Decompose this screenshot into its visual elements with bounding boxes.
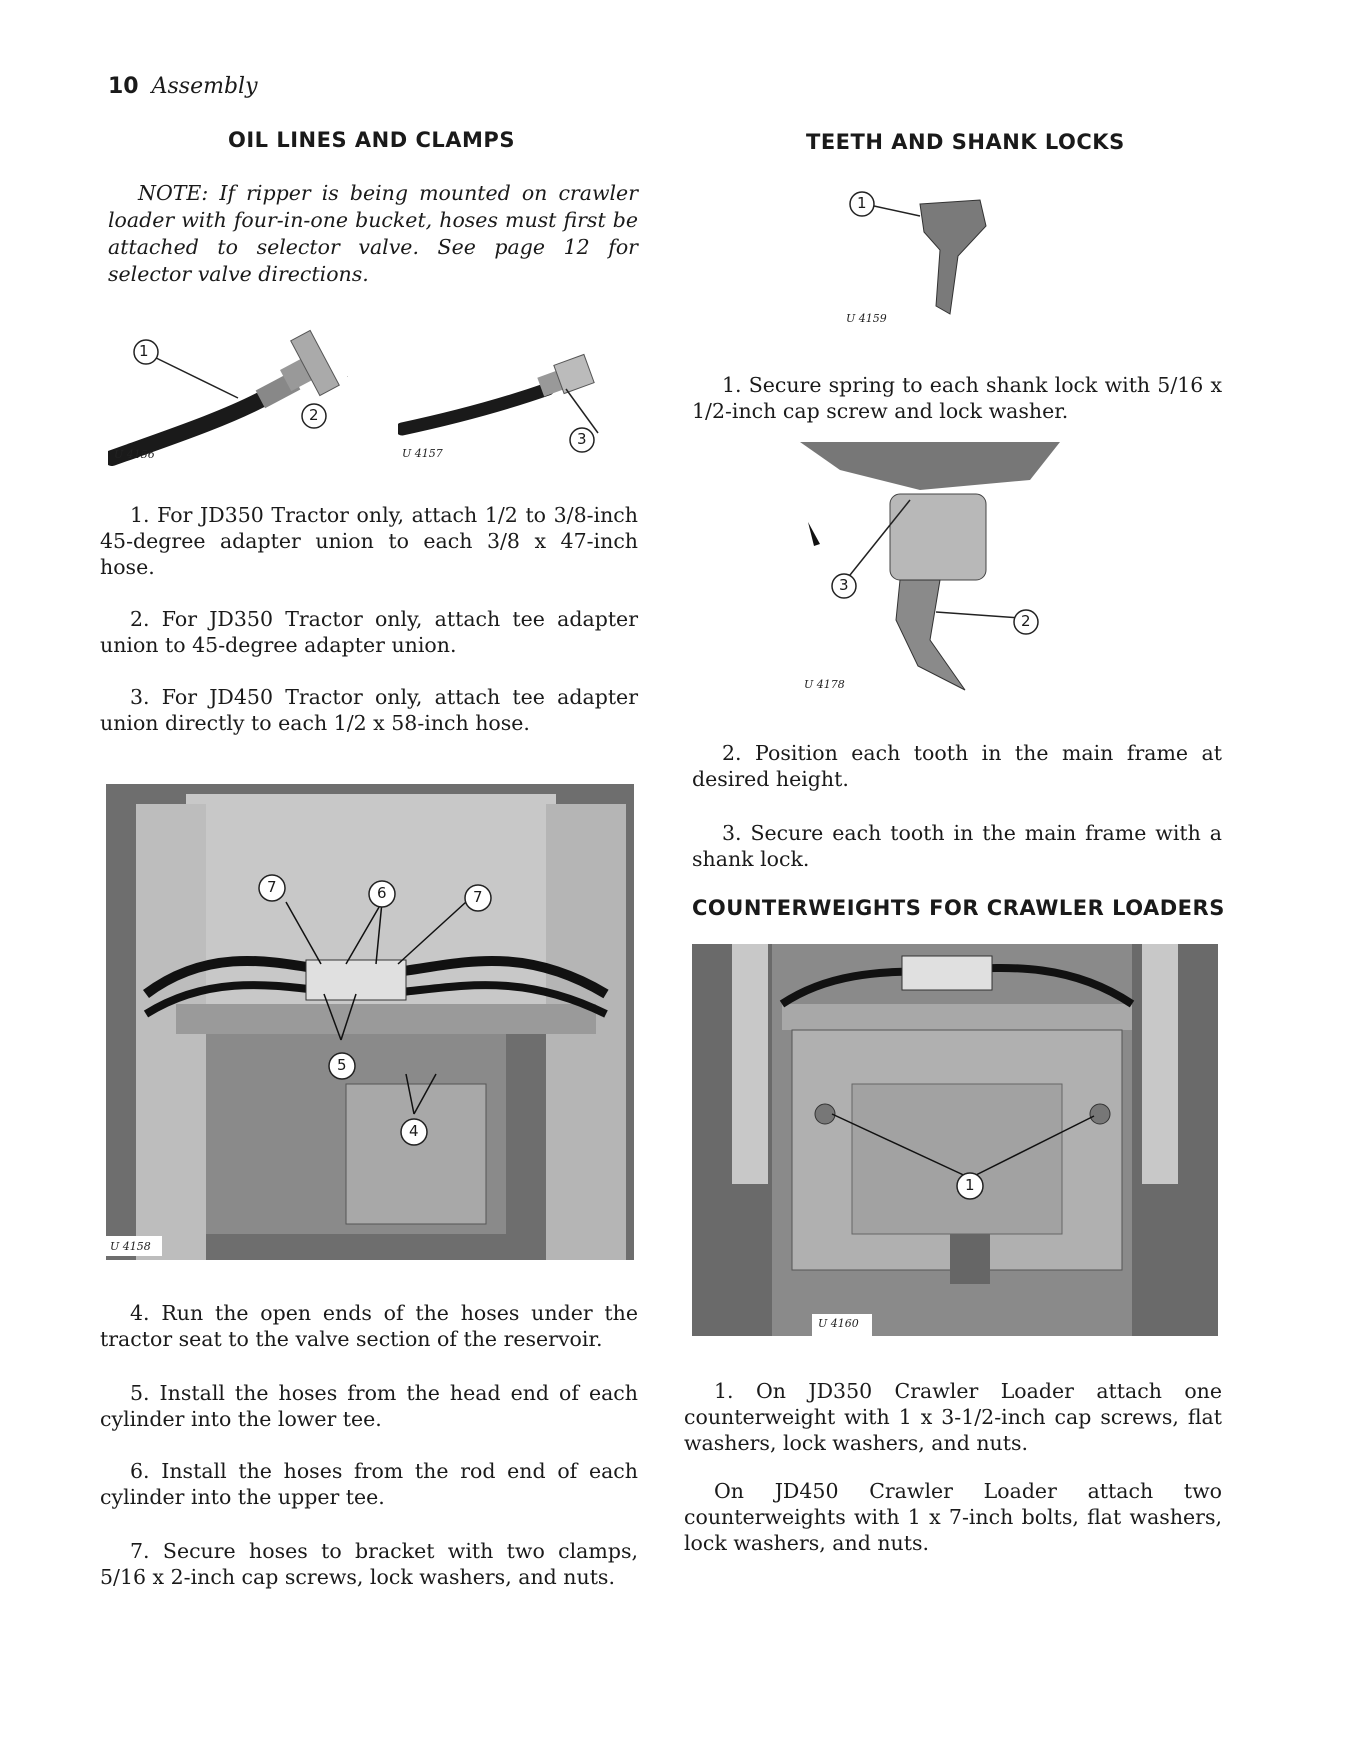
heading-counterweights: COUNTERWEIGHTS FOR CRAWLER LOADERS xyxy=(692,896,1225,920)
figure-code: U 4157 xyxy=(402,447,443,460)
figure-code: U 4178 xyxy=(804,678,845,691)
figure-code: U 4159 xyxy=(846,312,887,325)
step-4: 4. Run the open ends of the hoses under the tractor seat to the valve section of the reservoir. xyxy=(100,1301,638,1351)
page-header xyxy=(108,74,258,99)
callout-5: 5 xyxy=(337,1056,347,1074)
note-text: NOTE: If ripper is being mounted on crawler loader with four-in-one bucket, hoses must first be attached to selector valve. See page 12 for selector valve directions. xyxy=(108,181,638,286)
note-paragraph xyxy=(108,180,638,288)
step-7: 7. Secure hoses to bracket with two clamps, 5/16 x 2-inch cap screws, lock washers, and nuts. xyxy=(100,1539,638,1589)
callout-2-marker xyxy=(300,402,336,438)
figure-hose-adapter-tee xyxy=(108,318,348,466)
heading-oil-lines: OIL LINES AND CLAMPS xyxy=(228,128,515,152)
figure-counterweights-photo xyxy=(692,944,1218,1336)
callout-3: 3 xyxy=(577,430,587,448)
figure-code: U 4160 xyxy=(818,1317,859,1330)
callout-6: 6 xyxy=(377,884,387,902)
figure-hose-clamps-photo xyxy=(106,784,634,1260)
callout-4: 4 xyxy=(409,1122,419,1140)
callout-7-left: 7 xyxy=(267,878,277,896)
callout-2: 2 xyxy=(1021,612,1031,630)
step-6: 6. Install the hoses from the rod end of each cylinder into the upper tee. xyxy=(100,1459,638,1509)
step-2: 2. For JD350 Tractor only, attach tee adapter union to 45-degree adapter union. xyxy=(100,607,638,657)
step-5: 5. Install the hoses from the head end of each cylinder into the lower tee. xyxy=(100,1381,638,1431)
figure-code: U 4156 xyxy=(114,448,155,461)
heading-teeth-shank-locks: TEETH AND SHANK LOCKS xyxy=(806,130,1125,154)
teeth-step-1: 1. Secure spring to each shank lock with 5/16 x 1/2-inch cap screw and lock washer. xyxy=(692,373,1222,423)
callout-1: 1 xyxy=(965,1176,975,1194)
counterweight-step-1: 1. On JD350 Crawler Loader attach one counterweight with 1 x 3-1/2-inch cap screws, flat washers, lock washers, and nuts. xyxy=(684,1379,1222,1455)
counterweight-jd450: On JD450 Crawler Loader attach two counterweights with 1 x 7-inch bolts, flat washers, lock washers, and nuts. xyxy=(684,1479,1222,1555)
section-title: Assembly xyxy=(151,74,258,99)
step-3: 3. For JD450 Tractor only, attach tee adapter union directly to each 1/2 x 58-inch hose. xyxy=(100,685,638,735)
step-1: 1. For JD350 Tractor only, attach 1/2 to 3/8-inch 45-degree adapter union to each 3/8 x 47-inch hose. xyxy=(100,503,638,579)
figure-shank-lock xyxy=(840,186,1000,326)
figure-tooth-mount xyxy=(800,440,1060,700)
figure-code: U 4158 xyxy=(110,1240,151,1253)
callout-3: 3 xyxy=(839,576,849,594)
callout-2: 2 xyxy=(309,406,319,424)
teeth-step-2: 2. Position each tooth in the main frame at desired height. xyxy=(692,741,1222,791)
callout-1: 1 xyxy=(857,194,867,212)
teeth-step-3: 3. Secure each tooth in the main frame with a shank lock. xyxy=(692,821,1222,871)
page-number: 10 xyxy=(108,74,139,99)
callout-7-right: 7 xyxy=(473,888,483,906)
callout-1: 1 xyxy=(139,342,149,360)
callout-3-marker xyxy=(568,426,598,456)
